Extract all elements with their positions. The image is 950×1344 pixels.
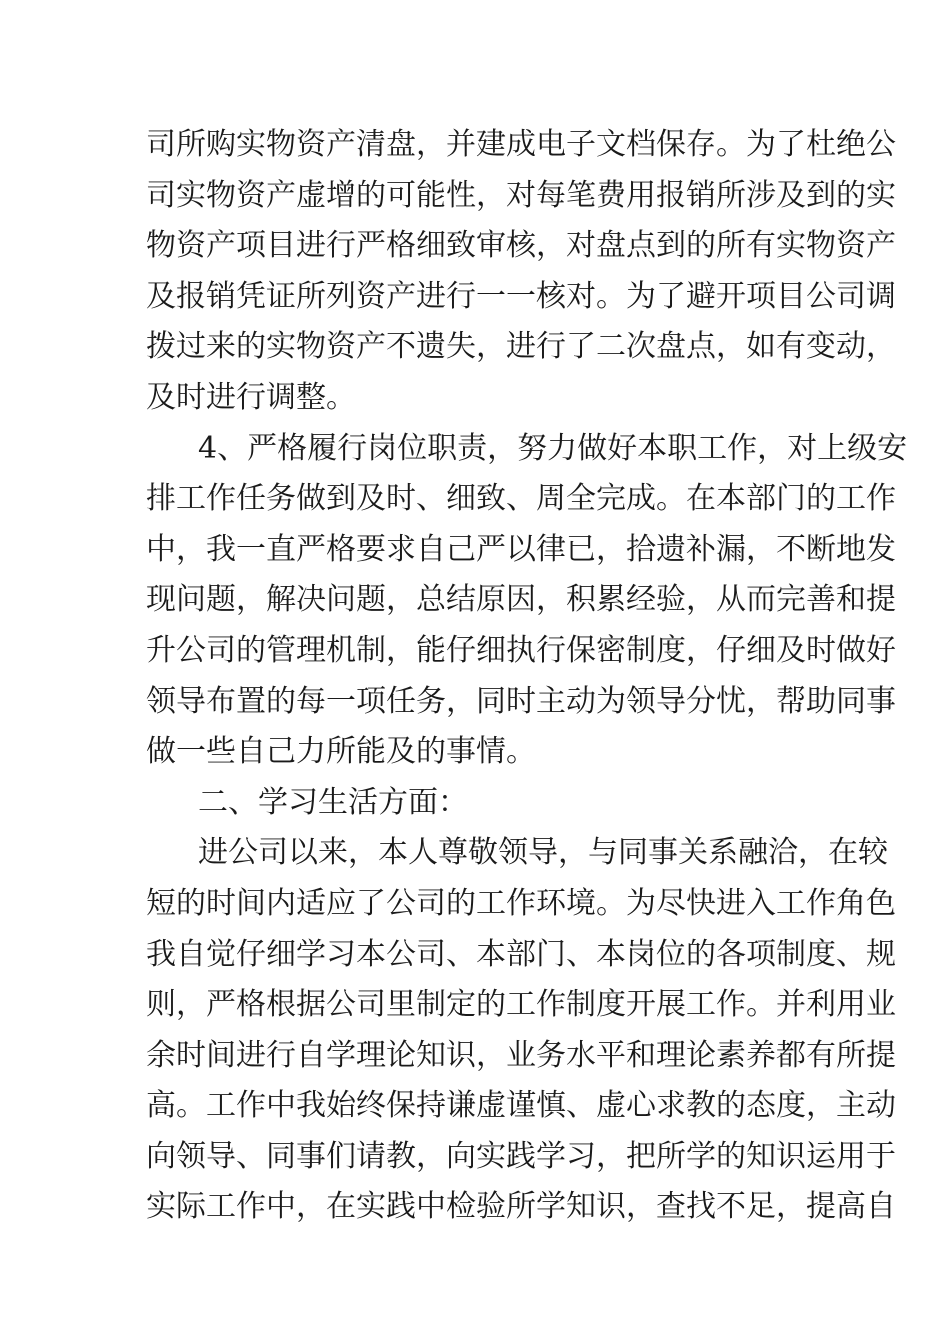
text-line: 排工作任务做到及时、细致、周全完成。在本部门的工作 (146, 481, 896, 517)
paragraph-first-line: 进公司以来，本人尊敬领导，与同事关系融洽，在较 (198, 835, 888, 871)
text-line: 及报销凭证所列资产进行一一核对。为了避开项目公司调 (146, 278, 896, 314)
text-line: 司所购实物资产清盘，并建成电子文档保存。为了杜绝公 (146, 127, 896, 162)
text-line: 余时间进行自学理论知识，业务水平和理论素养都有所提 (146, 1037, 896, 1073)
document-body-text (146, 120, 908, 1233)
text-line: 及时进行调整。 (146, 379, 356, 415)
text-line: 高。工作中我始终保持谦虚谨慎、虚心求教的态度，主动 (146, 1088, 896, 1124)
text-line: 实际工作中，在实践中检验所学知识，查找不足，提高自 (146, 1189, 896, 1225)
text-line: 短的时间内适应了公司的工作环境。为尽快进入工作角色 (146, 885, 896, 921)
text-line: 升公司的管理机制，能仔细执行保密制度，仔细及时做好 (146, 632, 896, 668)
text-line: 中，我一直严格要求自己严以律已，拾遗补漏，不断地发 (146, 531, 896, 567)
text-line: 向领导、同事们请教，向实践学习，把所学的知识运用于 (146, 1138, 896, 1174)
text-line: 领导布置的每一项任务，同时主动为领导分忧，帮助同事 (146, 683, 896, 719)
text-line: 则，严格根据公司里制定的工作制度开展工作。并利用业 (146, 987, 896, 1023)
text-line: 我自觉仔细学习本公司、本部门、本岗位的各项制度、规 (146, 936, 896, 972)
paragraph-first-line: 4、严格履行岗位职责，努力做好本职工作，对上级安 (198, 430, 908, 466)
section-heading: 二、学习生活方面： (198, 784, 468, 820)
text-line: 司实物资产虚增的可能性，对每笔费用报销所涉及到的实 (146, 177, 896, 213)
text-line: 物资产项目进行严格细致审核，对盘点到的所有实物资产 (146, 228, 896, 264)
text-line: 现问题，解决问题，总结原因，积累经验，从而完善和提 (146, 582, 896, 618)
text-line: 做一些自己力所能及的事情。 (146, 734, 536, 770)
text-line: 拨过来的实物资产不遗失，进行了二次盘点，如有变动， (146, 329, 896, 365)
